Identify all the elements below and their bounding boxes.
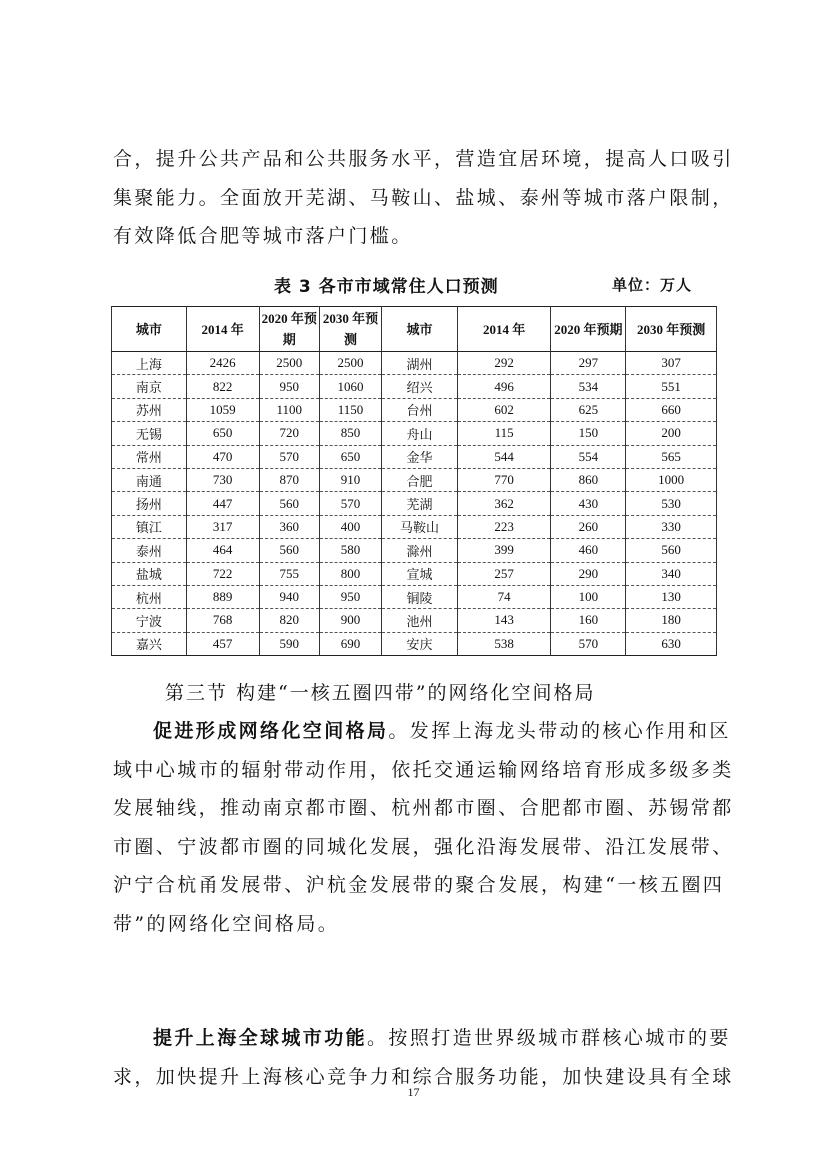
table-title: 表 3 各市市域常住人口预测	[274, 277, 499, 297]
table-cell: 900	[319, 609, 381, 632]
table-cell: 464	[186, 539, 259, 562]
table-cell: 台州	[382, 398, 458, 421]
table-cell: 泰州	[112, 539, 187, 562]
column-header: 城市	[382, 307, 458, 352]
table-cell: 560	[259, 492, 319, 515]
paragraph-text: 。发挥上海龙头带动的核心作用和区	[388, 720, 731, 742]
table-row	[112, 632, 717, 655]
table-cell: 551	[626, 375, 717, 398]
table-cell: 800	[319, 562, 381, 585]
intro-paragraph	[113, 140, 734, 256]
table-cell: 杭州	[112, 585, 187, 608]
table-cell: 530	[626, 492, 717, 515]
text-line	[113, 1019, 731, 1058]
table-cell: 625	[551, 398, 626, 421]
table-cell: 南通	[112, 468, 187, 491]
table-cell: 苏州	[112, 398, 187, 421]
table-row	[112, 445, 717, 468]
table-cell: 580	[319, 539, 381, 562]
page-number: 17	[407, 1085, 420, 1099]
table-cell: 绍兴	[382, 375, 458, 398]
table-cell: 1000	[626, 468, 717, 491]
table-cell: 755	[259, 562, 319, 585]
table-cell: 650	[319, 445, 381, 468]
table-cell: 950	[259, 375, 319, 398]
table-row	[112, 468, 717, 491]
text-line: 合，提升公共产品和公共服务水平，营造宜居环境，提高人口吸引	[113, 148, 734, 170]
table-cell: 822	[186, 375, 259, 398]
table-cell: 730	[186, 468, 259, 491]
table-cell: 嘉兴	[112, 632, 187, 655]
table-cell: 2500	[259, 352, 319, 375]
table-cell: 850	[319, 422, 381, 445]
table-cell: 200	[626, 422, 717, 445]
table-cell: 570	[319, 492, 381, 515]
table-cell: 1100	[259, 398, 319, 421]
table-row	[112, 352, 717, 375]
table-cell: 常州	[112, 445, 187, 468]
table-cell: 292	[457, 352, 551, 375]
table-cell: 560	[626, 539, 717, 562]
text-line: 域中心城市的辐射带动作用，依托交通运输网络培育形成多级多类	[113, 758, 734, 781]
table-cell: 宁波	[112, 609, 187, 632]
text-line: 沪宁合杭甬发展带、沪杭金发展带的聚合发展，构建“一核五圈四	[113, 874, 725, 896]
table-cell: 无锡	[112, 422, 187, 445]
table-cell: 470	[186, 445, 259, 468]
table-cell: 100	[551, 585, 626, 608]
table-cell: 143	[457, 609, 551, 632]
text-line: 市圈、宁波都市圈的同城化发展，强化沿海发展带、沿江发展带、	[113, 835, 734, 858]
paragraph-lead: 促进形成网络化空间格局	[153, 720, 389, 742]
table-cell: 合肥	[382, 468, 458, 491]
table-cell: 950	[319, 585, 381, 608]
table-cell: 660	[626, 398, 717, 421]
table-cell: 镇江	[112, 515, 187, 538]
table-cell: 安庆	[382, 632, 458, 655]
table-cell: 770	[457, 468, 551, 491]
table-cell: 940	[259, 585, 319, 608]
table-cell: 565	[626, 445, 717, 468]
table-row	[112, 422, 717, 445]
table-cell: 1059	[186, 398, 259, 421]
table-cell: 金华	[382, 445, 458, 468]
table-header-row	[112, 307, 717, 352]
table-cell: 720	[259, 422, 319, 445]
table-cell: 297	[551, 352, 626, 375]
table-row	[112, 515, 717, 538]
table-cell: 362	[457, 492, 551, 515]
table-cell: 538	[457, 632, 551, 655]
table-cell: 115	[457, 422, 551, 445]
text-line: 带”的网络化空间格局。	[113, 912, 340, 935]
table-cell: 宣城	[382, 562, 458, 585]
table-row	[112, 492, 717, 515]
paragraph-lead: 提升上海全球城市功能	[153, 1027, 368, 1049]
column-header: 2020 年预期	[259, 307, 319, 352]
table-cell: 690	[319, 632, 381, 655]
table-cell: 430	[551, 492, 626, 515]
table-cell: 722	[186, 562, 259, 585]
table-cell: 560	[259, 539, 319, 562]
text-line	[113, 712, 731, 751]
table-cell: 399	[457, 539, 551, 562]
table-cell: 74	[457, 585, 551, 608]
table-cell: 870	[259, 468, 319, 491]
table-cell: 马鞍山	[382, 515, 458, 538]
column-header: 2020 年预期	[551, 307, 626, 352]
table-cell: 590	[259, 632, 319, 655]
table-row	[112, 539, 717, 562]
table-cell: 544	[457, 445, 551, 468]
table-cell: 860	[551, 468, 626, 491]
table-cell: 舟山	[382, 422, 458, 445]
column-header: 城市	[112, 307, 187, 352]
table-cell: 南京	[112, 375, 187, 398]
table-unit: 单位：万人	[612, 276, 693, 294]
table-cell: 330	[626, 515, 717, 538]
table-cell: 滁州	[382, 539, 458, 562]
section-title: 第三节 构建“一核五圈四带”的网络化空间格局	[165, 682, 596, 704]
table-cell: 340	[626, 562, 717, 585]
table-cell: 130	[626, 585, 717, 608]
table-cell: 180	[626, 609, 717, 632]
table-cell: 223	[457, 515, 551, 538]
column-header: 2014 年	[186, 307, 259, 352]
table-cell: 650	[186, 422, 259, 445]
table-cell: 290	[551, 562, 626, 585]
table-cell: 889	[186, 585, 259, 608]
table-cell: 1060	[319, 375, 381, 398]
table-row	[112, 609, 717, 632]
column-header: 2030 年预测	[626, 307, 717, 352]
table-cell: 2426	[186, 352, 259, 375]
table-cell: 820	[259, 609, 319, 632]
table-cell: 上海	[112, 352, 187, 375]
text-line: 求，加快提升上海核心竞争力和综合服务功能，加快建设具有全球	[113, 1065, 734, 1088]
table-cell: 570	[551, 632, 626, 655]
table-cell: 630	[626, 632, 717, 655]
table-cell: 260	[551, 515, 626, 538]
table-row	[112, 375, 717, 398]
column-header: 2014 年	[457, 307, 551, 352]
table-cell: 460	[551, 539, 626, 562]
table-cell: 湖州	[382, 352, 458, 375]
table-cell: 400	[319, 515, 381, 538]
table-cell: 扬州	[112, 492, 187, 515]
table-cell: 554	[551, 445, 626, 468]
text-line: 集聚能力。全面放开芜湖、马鞍山、盐城、泰州等城市落户限制，	[113, 186, 734, 209]
paragraph-text: 。按照打造世界级城市群核心城市的要	[367, 1027, 731, 1049]
table-cell: 2500	[319, 352, 381, 375]
table-cell: 257	[457, 562, 551, 585]
table-cell: 457	[186, 632, 259, 655]
table-cell: 768	[186, 609, 259, 632]
table-cell: 534	[551, 375, 626, 398]
table-row	[112, 585, 717, 608]
table-cell: 317	[186, 515, 259, 538]
table-cell: 盐城	[112, 562, 187, 585]
table-cell: 496	[457, 375, 551, 398]
table-cell: 160	[551, 609, 626, 632]
text-line: 发展轴线，推动南京都市圈、杭州都市圈、合肥都市圈、苏锡常都	[113, 797, 734, 819]
table-cell: 1150	[319, 398, 381, 421]
table-cell: 570	[259, 445, 319, 468]
table-cell: 铜陵	[382, 585, 458, 608]
text-line: 有效降低合肥等城市落户门槛。	[113, 225, 413, 247]
table-cell: 150	[551, 422, 626, 445]
column-header: 2030 年预测	[319, 307, 381, 352]
table-row	[112, 398, 717, 421]
paragraph-network-layout	[113, 712, 734, 943]
table-cell: 池州	[382, 609, 458, 632]
table-cell: 910	[319, 468, 381, 491]
table-row	[112, 562, 717, 585]
table-cell: 602	[457, 398, 551, 421]
table-cell: 307	[626, 352, 717, 375]
table-cell: 360	[259, 515, 319, 538]
table-cell: 447	[186, 492, 259, 515]
population-table	[111, 306, 717, 656]
table-cell: 芜湖	[382, 492, 458, 515]
